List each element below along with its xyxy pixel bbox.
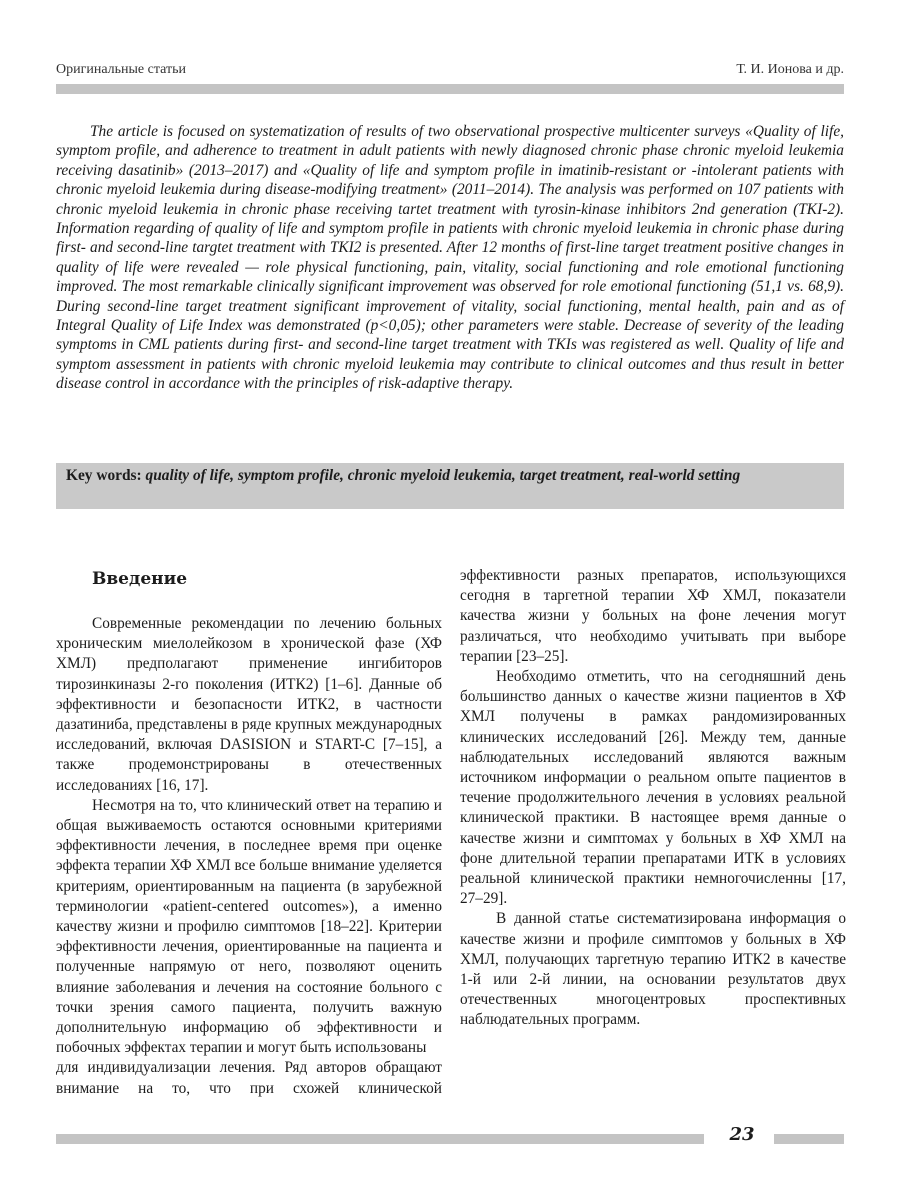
abstract: The article is focused on systematization of results of two observational prospective multicenter surveys «Quality of life, symptom profile, and adherence to treatment in adult patients with newly diagnosed chronic phase chronic myeloid leukemia receiving dasatinib» (2013–2017) and «Quality of life and symptom profile in imatinib-resistant or -intolerant patients with chronic myeloid leukemia during disease-modifying treatment» (2011–2014). The analysis was performed on 107 patients with chronic myeloid leukemia in chronic phase receiving tartet treatment with tyrosin-kinase inhibitors 2nd generation (TKI-2). Information regarding of quality of life and symptom profile in patients with chronic myeloid leukemia in chronic phase during first- and second-line targtet treatment with TKI2 is presented. After 12 months of first-line target treatment positive changes in quality of life were revealed — role physical functioning, pain, vitality, social functioning and role emotional functioning improved. The most remarkable clinically significant improvement was observed for role emotional functioning (51,1 vs. 68,9). During second-line target treatment significant improvement of vitality, social functioning, mental health, pain and as of Integral Quality of Life Index was demonstrated (p<0,05); other parameters were stable. Decrease of severity of the leading symptoms in CML patients during first- and second-line target treatment with TKIs was registered as well. Quality of life and symptom assessment in patients with chronic myeloid leukemia may contribute to clinical outcomes and thus result in better disease control in accordance with the principles of risk-adaptive therapy. — [56, 123, 844, 393]
keywords-box — [56, 463, 844, 509]
page-number: 23 — [729, 1124, 755, 1145]
footer-rule-left — [56, 1134, 704, 1144]
authors: Т. И. Ионова и др. — [736, 62, 844, 77]
paragraph: В данной статье систематизирована информация о качестве жизни и профиле симптомов у больных в ХФ ХМЛ, получающих таргетную терапию ИТК2 в качестве 1-й или 2-й линии, на основании результатов двух отечественных многоцентровых проспективных наблюдательных программ. — [460, 910, 846, 1029]
keywords — [56, 463, 844, 486]
section-title: Введение — [92, 569, 188, 589]
running-head — [56, 62, 844, 78]
keywords-values: quality of life, symptom profile, chronic myeloid leukemia, target treatment, real-world setting — [145, 467, 741, 484]
paragraph: Несмотря на то, что клинический ответ на терапию и общая выживаемость остаются основными критериями эффективности лечения, в последнее время при оценке эффекта терапии ХФ ХМЛ все больше внимание уделяется критериям, ориентированным на пациента (в зарубежной терминологии «patient-centered outcomes»), а именно качеству жизни и профилю симптомов [18–22]. Критерии эффективности лечения, ориентированные на пациента и полученные напрямую от него, позволяют оценить влияние заболевания и лечения на состояние больного с точки зрения самого пациента, получить важную дополнительную информацию об эффективности и побочных эффектах терапии и могут быть использованы — [56, 796, 442, 1057]
paragraph: Современные рекомендации по лечению больных хроническим миелолейкозом в хронической фазе (ХФ ХМЛ) предполагают применение ингибиторов тирозинкиназы 2-го поколения (ИТК2) [1–6]. Данные об эффективности и безопасности ИТК2, в частности дазатиниба, представлены в ряде крупных международных исследований, включая DASISION и START-C [7–15], а также продемонстрированы в отечественных исследованиях [16, 17]. — [56, 615, 442, 794]
section-name: Оригинальные статьи — [56, 62, 186, 77]
paragraph: для индивидуализации лечения. Ряд авторов обращают внимание на то, что при схожей клинической эффективности разных препаратов, использующихся сегодня в таргетной терапии ХФ ХМЛ, показатели качества жизни у больных на фоне лечения могут различаться, что необходимо учитывать при выборе терапии [23–25]. — [56, 567, 846, 1097]
body-columns — [56, 566, 846, 1106]
footer-rule-right — [774, 1134, 844, 1144]
paragraph: Необходимо отметить, что на сегодняшний день большинство данных о качестве жизни пациентов в ХФ ХМЛ получены в рамках рандомизированных клинических исследований [26]. Между тем, данные наблюдательных исследований являются важным источником информации о реальном опыте пациентов в течение продолжительного лечения в условиях реальной клинической практики. В настоящее время данные о качестве жизни и симптомах у больных в ХФ ХМЛ на фоне длительной терапии препаратами ИТК в условиях реальной клинической практики немногочисленны [17, 27–29]. — [460, 668, 846, 908]
header-rule — [56, 84, 844, 94]
keywords-label: Key words: — [66, 467, 142, 484]
